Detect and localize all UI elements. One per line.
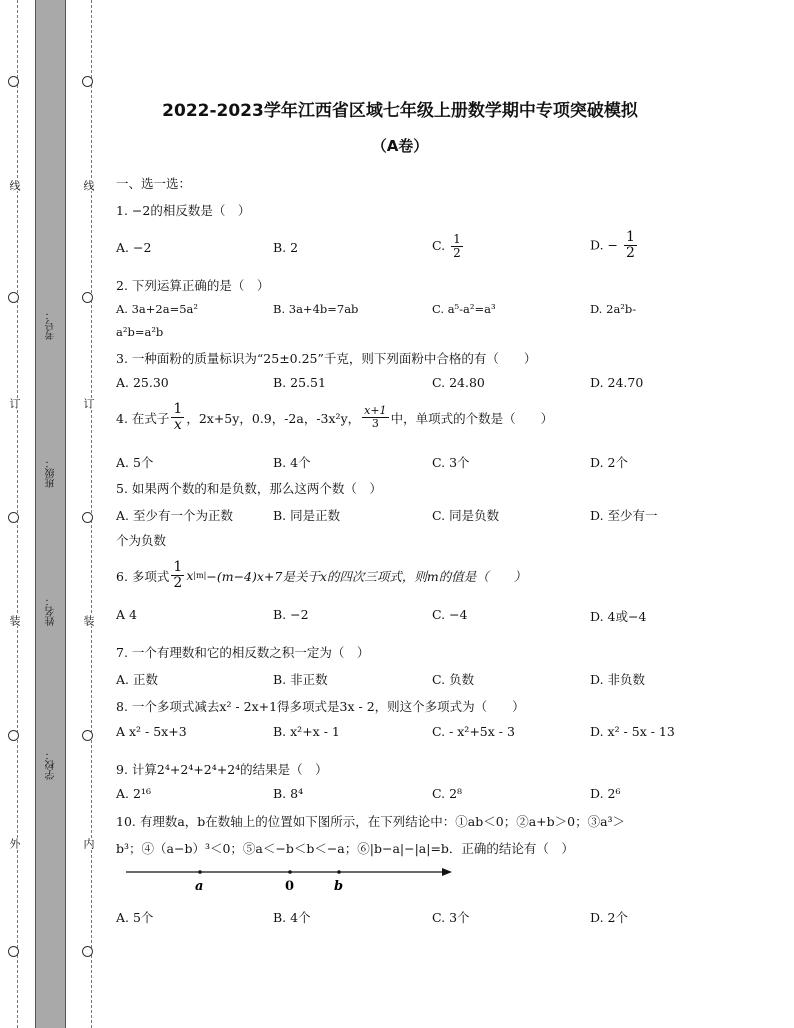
q9-option-a: A. 2¹⁶	[116, 786, 151, 801]
q2-option-d: D. 2a²b-	[590, 302, 637, 316]
label-b: b	[334, 879, 344, 894]
binding-hole	[8, 730, 19, 741]
question-5: 5. 如果两个数的和是负数，那么这两个数（ ）	[116, 481, 382, 496]
binding-hole	[8, 292, 19, 303]
question-8: 8. 一个多项式减去x² - 2x+1得多项式是3x - 2，则这个多项式为（ ）	[116, 699, 525, 714]
q4-option-d: D. 2个	[590, 455, 628, 470]
q5-option-a: A. 至少有一个为正数	[116, 508, 233, 523]
question-1: 1. −2的相反数是（ ）	[116, 203, 251, 218]
q7-option-b: B. 非正数	[273, 672, 328, 687]
binding-hole	[82, 512, 93, 523]
q5-option-d: D. 至少有一	[590, 508, 658, 523]
page-subtitle: （A卷）	[371, 137, 429, 155]
field-school: 学校：	[46, 750, 57, 780]
number-line-arrow	[442, 868, 452, 876]
q2-option-c: C. a⁵-a²=a³	[432, 302, 496, 316]
q4-option-b: B. 4个	[273, 455, 311, 470]
q3-option-d: D. 24.70	[590, 375, 644, 390]
q6-option-c: C. −4	[432, 607, 468, 622]
q8-option-a: A x² - 5x+3	[116, 724, 187, 739]
q8-option-c: C. - x²+5x - 3	[432, 724, 515, 739]
binding-bar	[35, 0, 66, 1028]
q3-option-b: B. 25.51	[273, 375, 326, 390]
q2-option-a: A. 3a+2a=5a²	[116, 302, 199, 316]
q7-option-d: D. 非负数	[590, 672, 646, 687]
question-9: 9. 计算2⁴+2⁴+2⁴+2⁴的结果是（ ）	[116, 762, 328, 777]
question-10: 10. 有理数a，b在数轴上的位置如下图所示，在下列结论中：①ab＜0；②a+b＞0；③a³＞	[116, 814, 626, 829]
outer-label: 装	[8, 615, 21, 626]
field-exam-number: 考号：	[46, 310, 57, 340]
q9-option-d: D. 2⁶	[590, 786, 621, 801]
q1-option-a: A. −2	[116, 240, 152, 255]
q10-option-d: D. 2个	[590, 910, 628, 925]
q6-option-d: D. 4或−4	[590, 609, 647, 624]
q1-option-b: B. 2	[273, 240, 299, 255]
q2-option-b: B. 3a+4b=7ab	[273, 302, 359, 316]
point-a	[198, 870, 202, 874]
q7-option-c: C. 负数	[432, 672, 475, 687]
binding-margin	[0, 0, 110, 1028]
binding-hole	[82, 946, 93, 957]
question-4: 4. 在式子 $\frac{1}{x}$ ，2x+5y，0.9，-2a，-3x²y， $\frac{x+1}{3}$ 中，单项式的个数是（ ）	[116, 401, 554, 434]
point-b	[337, 870, 341, 874]
outer-label: 订	[8, 398, 21, 409]
q4-option-c: C. 3个	[432, 455, 470, 470]
inner-label: 订	[82, 398, 95, 409]
q10-option-b: B. 4个	[273, 910, 311, 925]
q5-option-b: B. 同是正数	[273, 508, 341, 523]
q6-option-b: B. −2	[273, 607, 309, 622]
q3-option-a: A. 25.30	[116, 375, 169, 390]
question-6: 6. 多项式 $\frac{1}{2}$ x |m| −(m−4)x+7是关于x的四次三项式，则m的值是（ ）	[116, 559, 527, 592]
page-title: 2022-2023学年江西省区域七年级上册数学期中专项突破模拟	[162, 101, 638, 121]
question-3: 3. 一种面粉的质量标识为“25±0.25”千克，则下列面粉中合格的有（ ）	[116, 351, 537, 366]
q6-option-a: A 4	[116, 607, 137, 622]
inner-label: 装	[82, 615, 95, 626]
q2-option-d-wrap: a²b=a²b	[116, 325, 164, 339]
q8-option-d: D. x² - 5x - 13	[590, 724, 675, 739]
inner-label: 线	[82, 180, 95, 191]
q1-option-c: C. $\frac{1}{2}$	[432, 232, 461, 261]
question-7: 7. 一个有理数和它的相反数之积一定为（ ）	[116, 645, 370, 660]
q9-option-c: C. 2⁸	[432, 786, 463, 801]
number-line	[120, 860, 460, 896]
binding-hole	[8, 512, 19, 523]
binding-hole	[8, 76, 19, 87]
binding-hole	[82, 292, 93, 303]
question-10-wrap: b³；④（a−b）³＜0；⑤a＜−b＜b＜−a；⑥|b−a|−|a|=b．正确的结论有（ ）	[116, 841, 574, 856]
inner-label: 内	[82, 838, 95, 849]
q4-option-a: A. 5个	[116, 455, 154, 470]
q5-option-d-wrap: 个为负数	[116, 533, 167, 548]
q1-option-d: D. − $\frac{1}{2}$	[590, 229, 635, 262]
q8-option-b: B. x²+x - 1	[273, 724, 340, 739]
q7-option-a: A. 正数	[116, 672, 158, 687]
q5-option-c: C. 同是负数	[432, 508, 500, 523]
q10-option-c: C. 3个	[432, 910, 470, 925]
binding-hole	[82, 76, 93, 87]
field-class: 班级：	[46, 458, 57, 488]
field-name: 姓名：	[46, 596, 57, 626]
question-2: 2. 下列运算正确的是（ ）	[116, 278, 270, 293]
point-zero	[288, 870, 292, 874]
binding-hole	[82, 730, 93, 741]
label-a: a	[195, 879, 204, 894]
q3-option-c: C. 24.80	[432, 375, 485, 390]
label-zero: 0	[285, 879, 295, 894]
section-heading: 一、选一选：	[116, 176, 192, 191]
q10-option-a: A. 5个	[116, 910, 154, 925]
binding-hole	[8, 946, 19, 957]
outer-label: 外	[8, 838, 21, 849]
q9-option-b: B. 8⁴	[273, 786, 304, 801]
outer-label: 线	[8, 180, 21, 191]
